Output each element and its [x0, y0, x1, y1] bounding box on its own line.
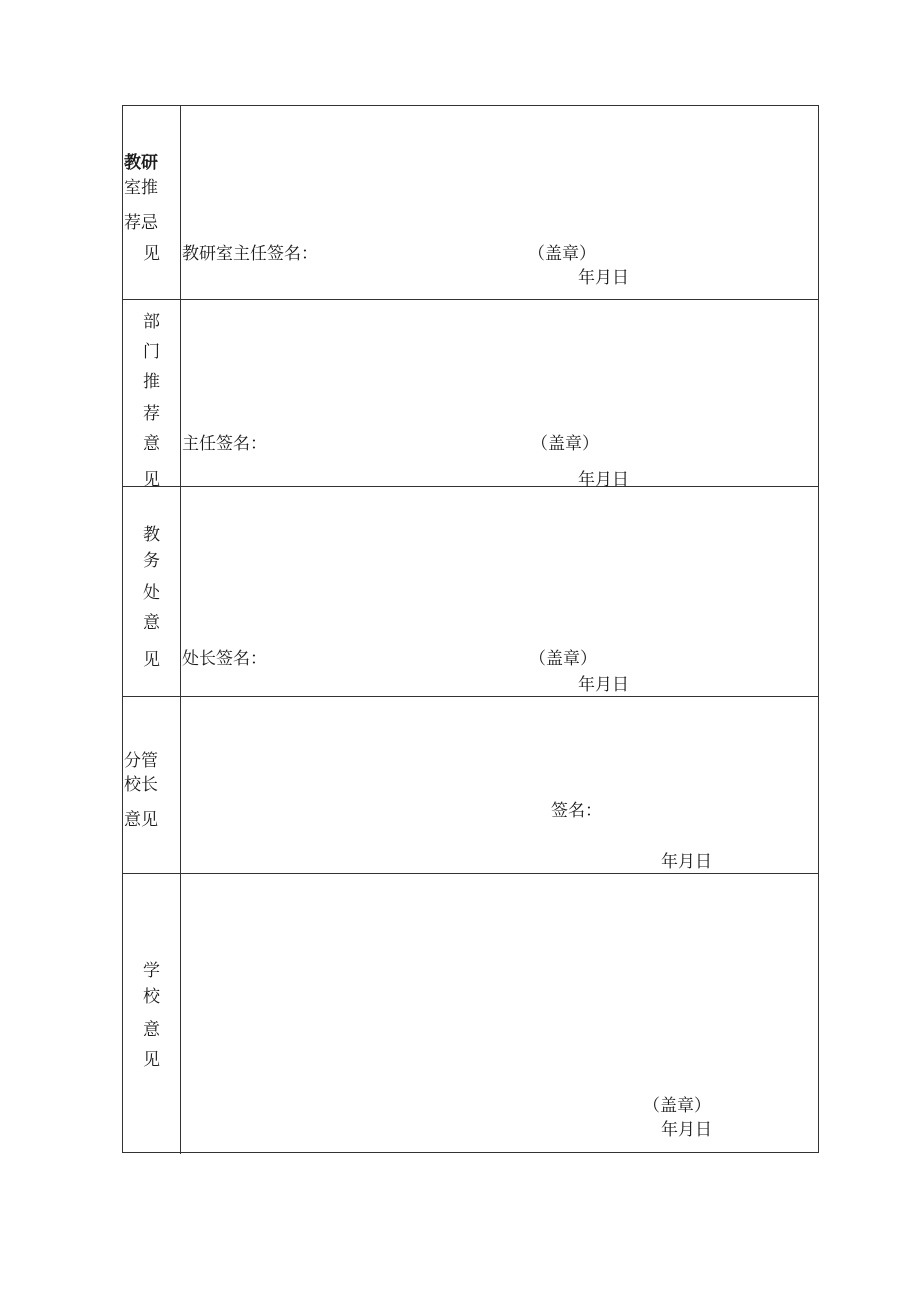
date-label: 年月日 — [578, 675, 629, 695]
section-label-line: 分管 — [124, 751, 158, 771]
section-label-line: 荐忌 — [124, 213, 158, 233]
section-label-line: 见 — [143, 650, 160, 670]
section-label-line: 意 — [143, 434, 160, 454]
section-label-line: 学 — [143, 961, 160, 981]
section-label-line: 门 — [143, 342, 160, 362]
section-label-line: 部 — [143, 312, 160, 332]
section-label-line: 荐 — [143, 404, 160, 424]
section-label-line: 校 — [143, 987, 160, 1007]
section-vice-principal — [123, 697, 818, 874]
signature-label: 处长签名： — [182, 649, 267, 669]
section-label-line: 处 — [143, 583, 160, 603]
date-label: 年月日 — [661, 1120, 712, 1140]
section-label-line: 校长 — [124, 775, 158, 795]
section-label-line: 务 — [143, 551, 160, 571]
date-label: 年月日 — [578, 470, 629, 490]
section-label-cell — [123, 300, 181, 490]
signature-label: 签名： — [551, 801, 602, 821]
signature-label: 主任签名： — [182, 434, 267, 454]
section-label-line: 意 — [143, 613, 160, 633]
section-content-cell[interactable] — [181, 697, 818, 873]
section-content-cell[interactable] — [181, 487, 818, 696]
date-label: 年月日 — [578, 268, 629, 288]
seal-label: （盖章） — [531, 434, 599, 454]
seal-label: （盖章） — [529, 649, 597, 669]
section-academic-affairs — [123, 487, 818, 697]
date-label: 年月日 — [661, 852, 712, 872]
section-label-line: 见 — [143, 1050, 160, 1070]
section-label-cell — [123, 106, 181, 299]
section-label-line: 教 — [143, 525, 160, 545]
section-label-line: 意见 — [124, 810, 158, 830]
section-label-line: 见 — [143, 470, 160, 490]
section-content-cell[interactable] — [181, 874, 818, 1154]
signature-label: 教研室主任签名： — [182, 244, 318, 264]
seal-label: （盖章） — [643, 1096, 711, 1116]
section-label-line: 室推 — [124, 178, 158, 198]
seal-label: （盖章） — [528, 244, 596, 264]
section-school — [123, 874, 818, 1154]
section-teaching-research-office — [123, 106, 818, 300]
section-label-line: 见 — [143, 244, 160, 264]
approval-form-table — [122, 105, 819, 1153]
section-label-cell — [123, 874, 181, 1154]
section-label-cell — [123, 487, 181, 696]
section-label-line: 意 — [143, 1020, 160, 1040]
section-content-cell[interactable] — [181, 300, 818, 490]
section-label-cell — [123, 697, 181, 873]
section-label-line: 推 — [143, 372, 160, 392]
section-content-cell[interactable] — [181, 106, 818, 299]
section-label-line: 教研 — [124, 153, 158, 173]
section-department — [123, 300, 818, 490]
